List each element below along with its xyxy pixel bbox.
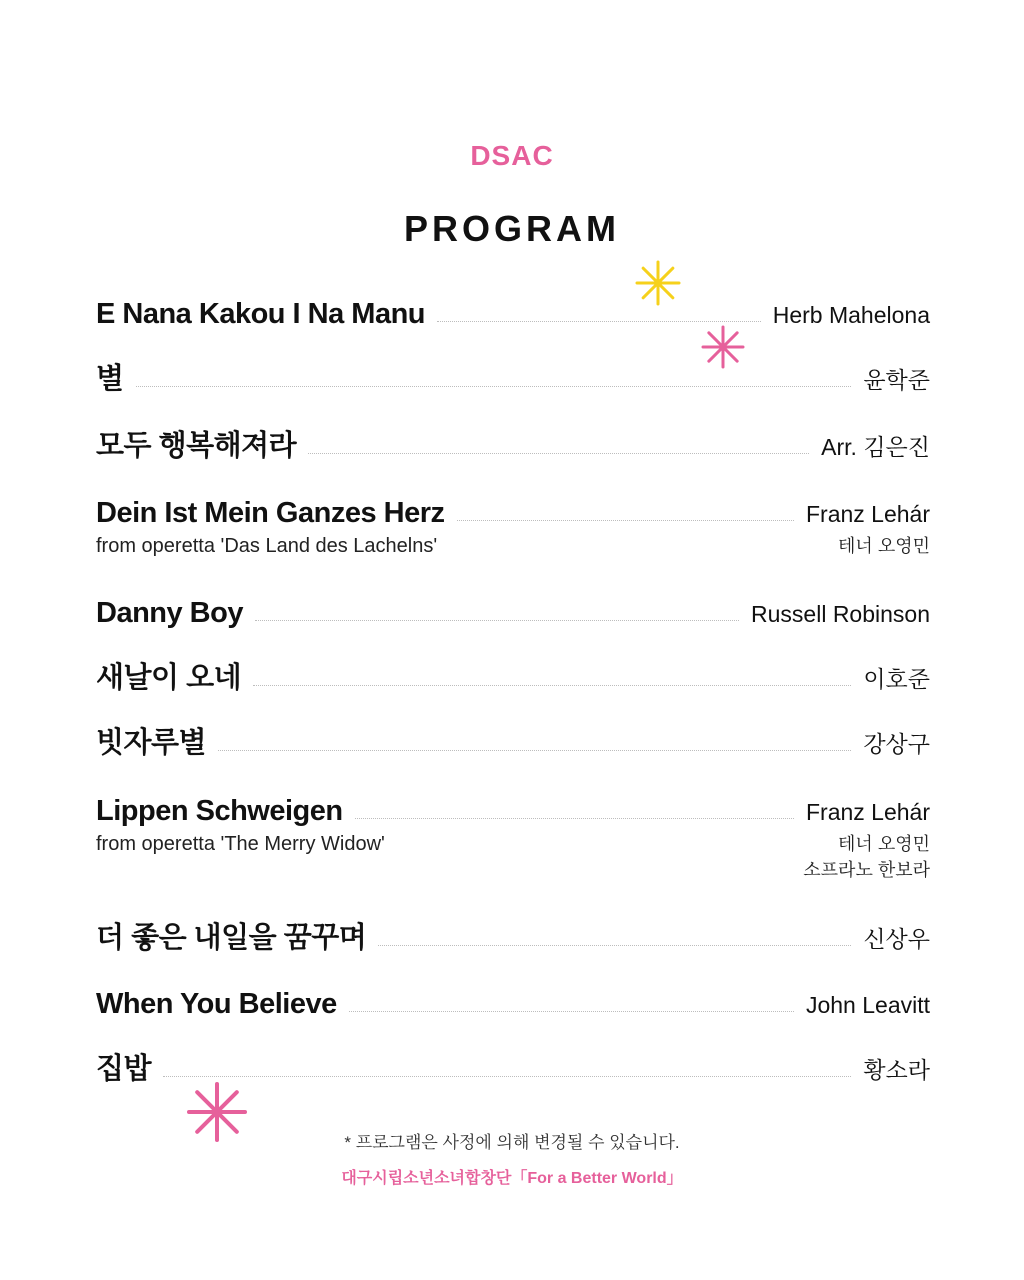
performer: 테너 오영민 bbox=[838, 536, 930, 556]
program-line bbox=[96, 660, 930, 696]
work-title: 빗자루별 bbox=[96, 727, 207, 759]
program-line bbox=[96, 595, 930, 631]
composer-name: 윤학준 bbox=[863, 367, 930, 393]
change-notice: * 프로그램은 사정에 의해 변경될 수 있습니다. bbox=[344, 1133, 680, 1152]
dotted-leader bbox=[255, 620, 739, 621]
program-entry bbox=[96, 595, 930, 631]
program-line bbox=[96, 495, 930, 531]
dotted-leader bbox=[253, 685, 851, 686]
composer-name: Franz Lehár bbox=[805, 501, 930, 527]
composer-name: Franz Lehár bbox=[805, 799, 930, 825]
program-entry bbox=[96, 725, 930, 761]
performer-list bbox=[838, 533, 930, 559]
performer: 테너 오영민 bbox=[838, 834, 930, 854]
dotted-leader bbox=[457, 520, 794, 521]
program-entry bbox=[96, 428, 930, 464]
program-line bbox=[96, 986, 930, 1022]
program-entry bbox=[96, 793, 930, 883]
composer-name: 황소라 bbox=[863, 1057, 930, 1083]
work-title: 모두 행복해져라 bbox=[96, 430, 297, 462]
composer-name: 이호준 bbox=[863, 666, 930, 692]
composer-name: 강상구 bbox=[863, 731, 930, 757]
work-title: Dein Ist Mein Ganzes Herz bbox=[96, 497, 445, 529]
dotted-leader bbox=[136, 386, 852, 387]
dotted-leader bbox=[437, 321, 761, 322]
performer-list bbox=[803, 831, 930, 883]
program-line bbox=[96, 725, 930, 761]
program-line bbox=[96, 920, 930, 956]
program-entry bbox=[96, 495, 930, 559]
program-entry bbox=[96, 920, 930, 956]
entry-details bbox=[96, 831, 930, 883]
sparkle-yellow-icon bbox=[634, 259, 682, 307]
work-title: 새날이 오네 bbox=[96, 662, 242, 694]
work-title: 별 bbox=[96, 363, 124, 395]
work-source-note: from operetta 'Das Land des Lachelns' bbox=[96, 535, 438, 557]
work-source-note: from operetta 'The Merry Widow' bbox=[96, 833, 385, 855]
work-title: Lippen Schweigen bbox=[96, 795, 343, 827]
program-line bbox=[96, 361, 930, 397]
work-title: Danny Boy bbox=[96, 597, 243, 629]
page-title: PROGRAM bbox=[404, 208, 620, 249]
program-line bbox=[96, 296, 930, 332]
program-entry bbox=[96, 986, 930, 1022]
composer-name: Arr. 김은진 bbox=[821, 434, 930, 460]
program-entry bbox=[96, 296, 930, 332]
dotted-leader bbox=[218, 750, 851, 751]
dotted-leader bbox=[308, 453, 809, 454]
sparkle-pink-icon bbox=[700, 324, 746, 370]
dotted-leader bbox=[378, 945, 851, 946]
work-title: 집밥 bbox=[96, 1053, 152, 1085]
dotted-leader bbox=[355, 818, 794, 819]
composer-name: 신상우 bbox=[863, 926, 930, 952]
program-entry bbox=[96, 361, 930, 397]
composer-name: John Leavitt bbox=[805, 992, 930, 1018]
dsac-logo: DSAC bbox=[470, 140, 554, 171]
composer-name: Herb Mahelona bbox=[772, 302, 930, 328]
composer-name: Russell Robinson bbox=[751, 601, 930, 627]
dotted-leader bbox=[163, 1076, 851, 1077]
work-title: E Nana Kakou I Na Manu bbox=[96, 298, 426, 330]
performer: 소프라노 한보라 bbox=[803, 860, 930, 880]
dotted-leader bbox=[349, 1011, 794, 1012]
work-title: 더 좋은 내일을 꿈꾸며 bbox=[96, 922, 367, 954]
program-line bbox=[96, 428, 930, 464]
program-entry bbox=[96, 660, 930, 696]
entry-details bbox=[96, 533, 930, 559]
program-line bbox=[96, 793, 930, 829]
work-title: When You Believe bbox=[96, 988, 337, 1020]
concert-title: 대구시립소년소녀합창단「For a Better World」 bbox=[341, 1170, 683, 1187]
